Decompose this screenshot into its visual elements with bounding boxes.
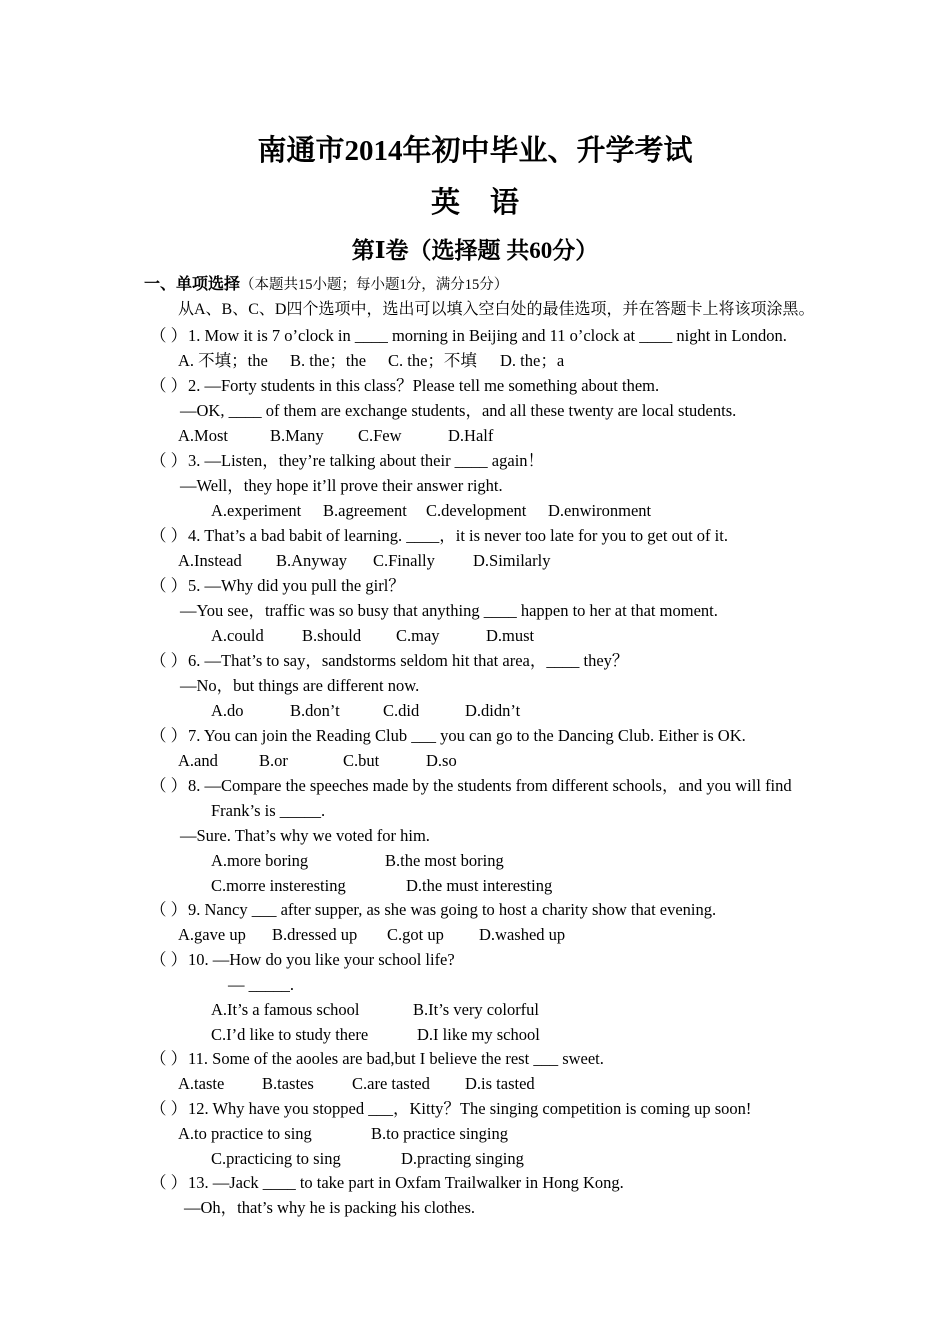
option: C.morre insteresting <box>211 876 346 895</box>
option: A.could <box>211 626 264 645</box>
question-text: —You see，traffic was so busy that anything ____ happen to her at that moment. <box>180 601 718 620</box>
option: D.enwironment <box>548 501 652 520</box>
option: A.Most <box>178 426 228 445</box>
question-text: 7. You can join the Reading Club ___ you can go to the Dancing Club. Either is OK. <box>188 726 746 745</box>
section-heading-note: （本题共15小题；每小题1分，满分15分） <box>240 277 509 293</box>
answer-blank: （ ） <box>150 451 188 470</box>
question-text: 3. —Listen，they’re talking about their ____ again！ <box>188 451 545 470</box>
question-text: 13. —Jack ____ to take part in Oxfam Trailwalker in Hong Kong. <box>188 1173 624 1192</box>
option: A.It’s a famous school <box>211 1000 360 1019</box>
exam-title: 南通市2014年初中毕业、升学考试 <box>257 135 693 167</box>
question-9 <box>150 900 716 920</box>
option: B.tastes <box>262 1074 314 1093</box>
answer-blank: （ ） <box>150 950 188 969</box>
option: D.must <box>486 626 535 645</box>
answer-blank: （ ） <box>150 900 188 919</box>
question-text: 12. Why have you stopped ___，Kitty？The singing competition is coming up soon! <box>188 1099 752 1118</box>
option: D.the must interesting <box>406 876 553 895</box>
question-5 <box>150 576 405 596</box>
option: B.don’t <box>290 701 340 720</box>
question-text: — _____. <box>228 975 294 994</box>
question-text: 8. —Compare the speeches made by the students from different schools，and you will find <box>188 776 792 795</box>
option: C.practicing to sing <box>211 1149 341 1168</box>
question-1 <box>150 326 787 346</box>
option: B.It’s very colorful <box>413 1000 540 1019</box>
answer-blank: （ ） <box>150 651 188 670</box>
option: A. 不填；the <box>178 351 268 370</box>
question-text: 6. —That’s to say，sandstorms seldom hit that area，____ they？ <box>188 651 629 670</box>
option: C.got up <box>387 925 444 944</box>
question-6 <box>150 651 628 671</box>
option: A.experiment <box>211 501 302 520</box>
question-text: 1. Mow it is 7 o’clock in ____ morning in Beijing and 11 o’clock at ____ night in London. <box>188 326 787 345</box>
option: B.to practice singing <box>371 1124 509 1143</box>
answer-blank: （ ） <box>150 376 188 395</box>
option: A.and <box>178 751 218 770</box>
question-13 <box>150 1173 624 1193</box>
question-text: —Oh，that’s why he is packing his clothes. <box>184 1198 476 1217</box>
section-heading-label: 一、单项选择 <box>144 276 241 293</box>
question-text: 11. Some of the aooles are bad,but I believe the rest ___ sweet. <box>188 1049 604 1068</box>
question-text: —No，but things are different now. <box>180 676 420 695</box>
question-2 <box>150 376 659 396</box>
answer-blank: （ ） <box>150 776 188 795</box>
option: D.didn’t <box>465 701 521 720</box>
option: D.so <box>426 751 457 770</box>
question-text: —Well，they hope it’ll prove their answer right. <box>180 476 503 495</box>
answer-blank: （ ） <box>150 1173 188 1192</box>
answer-blank: （ ） <box>150 1099 188 1118</box>
question-8 <box>150 776 792 796</box>
answer-blank: （ ） <box>150 326 188 345</box>
question-10 <box>150 950 455 970</box>
option: D.Similarly <box>473 551 551 570</box>
question-text: 4. That’s a bad babit of learning. ____，it is never too late for you to get out of it. <box>188 526 728 545</box>
option: C.Finally <box>373 551 435 570</box>
option: D.I like my school <box>417 1025 540 1044</box>
question-text: —OK, ____ of them are exchange students，and all these twenty are local students. <box>180 401 737 420</box>
option: D. the；a <box>500 351 565 370</box>
answer-blank: （ ） <box>150 526 188 545</box>
option: B.Many <box>270 426 324 445</box>
option: B.dressed up <box>272 925 358 944</box>
option: D.Half <box>448 426 494 445</box>
question-text: Frank’s is _____. <box>211 801 326 820</box>
option: D.is tasted <box>465 1074 535 1093</box>
option: C.but <box>343 751 380 770</box>
option: A.Instead <box>178 551 242 570</box>
option: A.do <box>211 701 244 720</box>
option: A.to practice to sing <box>178 1124 312 1143</box>
option: C.are tasted <box>352 1074 430 1093</box>
option: B.agreement <box>323 501 407 520</box>
subject-title: 英语 <box>430 187 549 219</box>
answer-blank: （ ） <box>150 726 188 745</box>
option: D.practing singing <box>401 1149 524 1168</box>
option: B.or <box>259 751 288 770</box>
question-12 <box>150 1099 751 1119</box>
question-11 <box>150 1049 604 1069</box>
section-instruction: 从A、B、C、D四个选项中，选出可以填入空白处的最佳选项，并在答题卡上将该项涂黑。 <box>178 301 815 318</box>
option: A.gave up <box>178 925 246 944</box>
option: B.the most boring <box>385 851 504 870</box>
question-4 <box>150 526 728 546</box>
section-heading <box>144 275 508 295</box>
question-text: —Sure. That’s why we voted for him. <box>180 826 430 845</box>
option: C.I’d like to study there <box>211 1025 369 1044</box>
option: B. the；the <box>290 351 367 370</box>
option: A.taste <box>178 1074 225 1093</box>
option: C.may <box>396 626 440 645</box>
question-text: 5. —Why did you pull the girl？ <box>188 576 405 595</box>
option: B.Anyway <box>276 551 348 570</box>
option: B.should <box>302 626 362 645</box>
question-3 <box>150 451 544 471</box>
question-text: 9. Nancy ___ after supper, as she was going to host a charity show that evening. <box>188 900 717 919</box>
question-text: 10. —How do you like your school life? <box>188 950 455 969</box>
answer-blank: （ ） <box>150 1049 188 1068</box>
option: A.more boring <box>211 851 309 870</box>
option: D.washed up <box>479 925 566 944</box>
question-7 <box>150 726 746 746</box>
part-title: 第Ⅰ卷（选择题 共60分） <box>351 238 599 263</box>
option: C.Few <box>358 426 402 445</box>
answer-blank: （ ） <box>150 576 188 595</box>
question-text: 2. —Forty students in this class？Please tell me something about them. <box>188 376 660 395</box>
option: C. the；不填 <box>388 351 477 370</box>
option: C.did <box>383 701 420 720</box>
option: C.development <box>426 501 527 520</box>
